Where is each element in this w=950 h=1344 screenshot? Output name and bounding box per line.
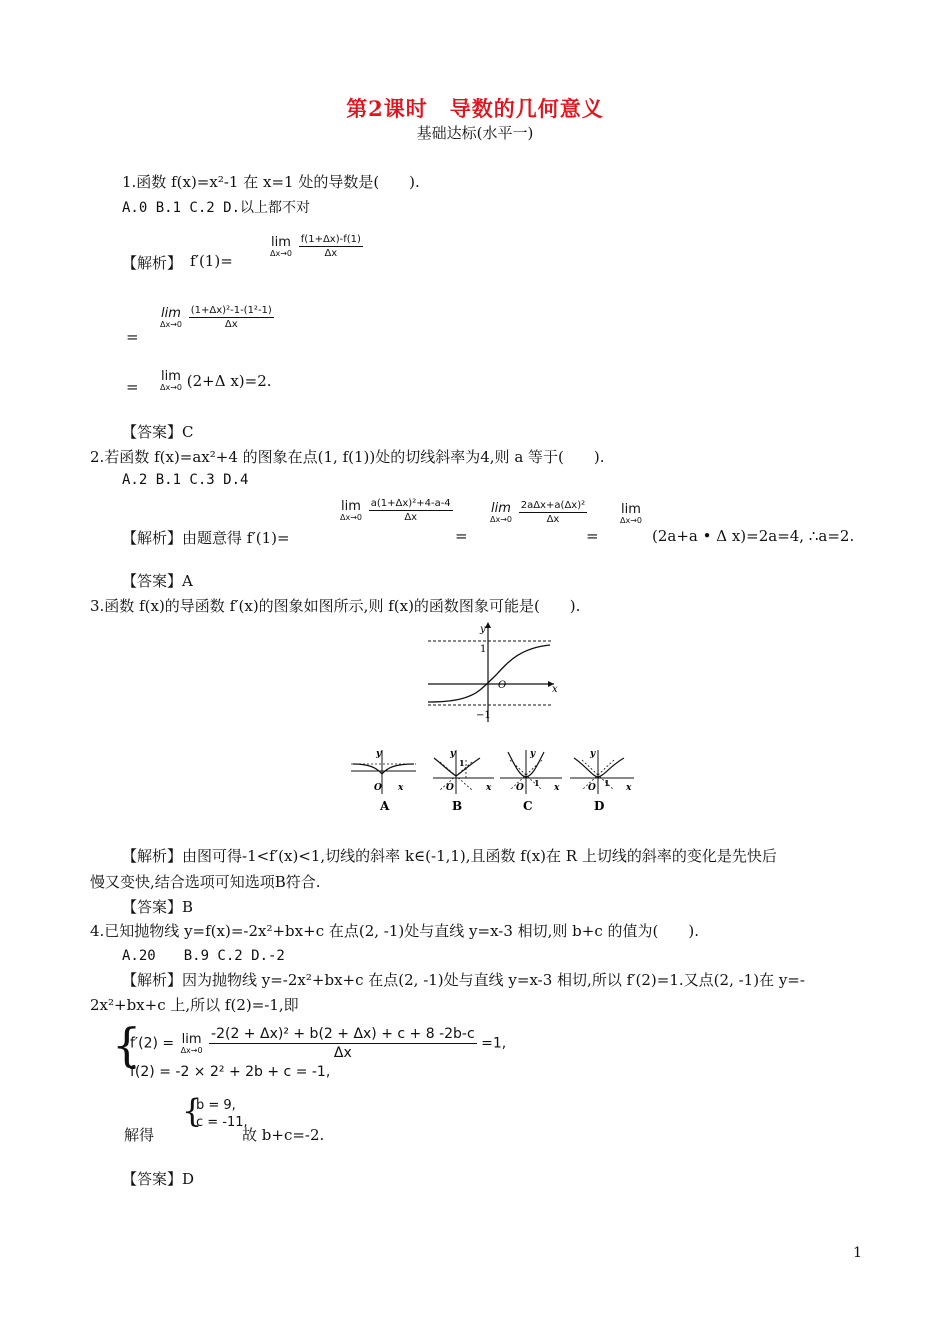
- option-b-one: 1: [459, 758, 465, 768]
- sys-rhs: =1,: [481, 1035, 507, 1052]
- q1-lim-sub-3: Δx→0: [160, 383, 182, 392]
- q2-eq-2: =: [586, 527, 599, 545]
- page-subtitle: 基础达标(水平一): [416, 124, 534, 142]
- sys-frac-den: Δx: [333, 1045, 352, 1061]
- q1-lim-sub-2: Δx→0: [160, 319, 182, 329]
- option-d-figure: [570, 749, 634, 813]
- option-a-label: A: [380, 799, 390, 813]
- option-a-x: x: [398, 783, 404, 793]
- sys-lim-sub: Δx→0: [180, 1045, 203, 1055]
- q3-analysis-line1: 【解析】由图可得-1<f′(x)<1,切线的斜率 k∈(-1,1),且函数 f(x)在 R 上切线的斜率的变化是先快后: [122, 847, 777, 865]
- page-title: 第2课时 导数的几何意义: [346, 96, 604, 121]
- q2-options: A.2 B.1 C.3 D.4: [122, 472, 249, 488]
- q2-lim-word-1: lim: [341, 498, 361, 514]
- graph-y-label: y: [480, 624, 486, 635]
- q1-lim-sub: Δx→0: [270, 248, 292, 258]
- graph-curve: [428, 645, 550, 702]
- q2-frac1-num: a(1+Δx)²+4-a-4: [370, 498, 451, 509]
- q1-fraction-1: [299, 234, 363, 259]
- system-line1: [130, 1026, 506, 1061]
- option-d-x: x: [626, 783, 632, 793]
- q3-answer: 【答案】B: [122, 898, 194, 916]
- graph-y-arrow: [485, 622, 491, 628]
- q1-lim-block-3: [160, 370, 272, 392]
- q2-lim-block-3: [620, 503, 642, 525]
- q4-answer: 【答案】D: [122, 1170, 195, 1188]
- q2-lim-block-2: [490, 500, 587, 525]
- q2-fraction-1: [369, 498, 453, 523]
- sys-lim: lim: [181, 1031, 202, 1047]
- option-b-x: x: [486, 783, 492, 793]
- option-c-figure: [500, 749, 562, 813]
- q2-frac2-num: 2aΔx+a(Δx)²: [520, 500, 586, 511]
- q1-lim-italic: lim: [161, 305, 181, 321]
- q2-lim-sub-3: Δx→0: [620, 516, 642, 525]
- q3-option-figures: [348, 746, 638, 816]
- q1-lim-word: lim: [271, 234, 291, 250]
- q1-eq-2: =: [126, 328, 139, 346]
- option-c-x: x: [554, 783, 560, 793]
- q2-eq-1: =: [455, 527, 468, 545]
- q3-analysis-line2: 慢又变快,结合选项可知选项B符合.: [90, 873, 321, 891]
- q1-stem: 1.函数 f(x)=x²-1 在 x=1 处的导数是( ).: [122, 173, 420, 191]
- q2-frac2-den: Δx: [546, 514, 560, 525]
- sys-fraction: [209, 1026, 477, 1061]
- q1-lim-word-3: lim: [161, 369, 181, 384]
- q1-lim-block-1: [270, 234, 363, 259]
- q1-frac1-num: f(1+Δx)-f(1): [300, 234, 361, 245]
- option-d-label: D: [594, 799, 605, 813]
- option-d-y: y: [590, 749, 596, 759]
- q4-options: A.20 B.9 C.2 D.-2: [122, 948, 285, 964]
- derivative-graph: [420, 618, 560, 726]
- q1-answer: 【答案】C: [122, 423, 194, 441]
- sys-lhs: f′(2) =: [130, 1035, 175, 1052]
- option-a-y: y: [376, 749, 382, 759]
- q2-lim-word-2: lim: [491, 500, 511, 516]
- option-a-origin: O: [374, 783, 382, 793]
- solution-b: b = 9,: [196, 1098, 236, 1113]
- q2-lim-word-3: lim: [621, 502, 641, 517]
- graph-origin-label: O: [498, 680, 507, 691]
- q2-answer: 【答案】A: [122, 572, 193, 590]
- q1-line3-tail: (2+Δ x)=2.: [186, 372, 272, 390]
- q2-stem: 2.若函数 f(x)=ax²+4 的图象在点(1, f(1))处的切线斜率为4,则 a 等于( ).: [90, 448, 605, 466]
- q1-analysis-lhs: f′(1)=: [190, 252, 233, 270]
- option-c-one: 1: [534, 778, 540, 788]
- q2-lim-sub-2: Δx→0: [490, 514, 512, 524]
- solve-label: 解得: [124, 1126, 155, 1144]
- option-b-label: B: [452, 799, 463, 813]
- q2-frac1-den: Δx: [404, 512, 418, 523]
- q1-lim-block-2: [160, 305, 274, 330]
- q1-frac2-num: (1+Δx)²-1-(1²-1): [190, 305, 272, 316]
- option-a-figure: [351, 749, 416, 813]
- q1-eq-3: =: [126, 378, 139, 396]
- q1-options: A.0 B.1 C.2 D.以上都不对: [122, 200, 311, 216]
- option-c-label: C: [523, 799, 533, 813]
- system-line2: f(2) = -2 × 2² + 2b + c = -1,: [130, 1064, 331, 1080]
- q3-stem: 3.函数 f(x)的导函数 f′(x)的图象如图所示,则 f(x)的函数图象可能是( ).: [90, 597, 581, 615]
- q4-stem: 4.已知抛物线 y=f(x)=-2x²+bx+c 在点(2, -1)处与直线 y=x-3 相切,则 b+c 的值为( ).: [90, 922, 699, 940]
- solution-brace: {: [182, 1092, 203, 1130]
- page-number: 1: [853, 1245, 862, 1261]
- sys-frac-num: -2(2 + Δx)² + b(2 + Δx) + c + 8 -2b-c: [211, 1026, 475, 1042]
- q1-fraction-2: [189, 305, 274, 330]
- q4-analysis-line2: 2x²+bx+c 上,所以 f(2)=-1,即: [90, 996, 299, 1014]
- q2-analysis: 【解析】由题意得 f′(1)=: [122, 529, 290, 547]
- graph-lower-label: −1: [476, 710, 491, 721]
- option-b-origin: O: [446, 783, 454, 793]
- graph-x-label: x: [552, 684, 558, 695]
- solution-c: c = -11,: [196, 1115, 248, 1130]
- option-b-y: y: [450, 749, 456, 759]
- option-c-y: y: [530, 749, 536, 759]
- q2-lim-block-1: [340, 498, 453, 523]
- q1-frac1-den: Δx: [324, 248, 338, 259]
- solution-tail: 故 b+c=-2.: [242, 1126, 325, 1144]
- q2-tail: (2a+a • Δ x)=2a=4, ∴a=2.: [652, 527, 855, 545]
- q2-fraction-2: [519, 500, 587, 525]
- q1-frac2-den: Δx: [224, 319, 238, 330]
- q2-lim-sub-1: Δx→0: [340, 512, 362, 522]
- system-brace: {: [112, 1018, 142, 1072]
- graph-upper-label: 1: [480, 644, 487, 655]
- option-d-origin: O: [588, 783, 596, 793]
- q4-analysis-line1: 【解析】因为抛物线 y=-2x²+bx+c 在点(2, -1)处与直线 y=x-3 相切,所以 f′(2)=1.又点(2, -1)在 y=-: [122, 971, 805, 989]
- option-c-origin: O: [516, 783, 524, 793]
- option-b-figure: [433, 749, 494, 813]
- option-d-one: 1: [604, 778, 610, 788]
- q1-analysis-tag: 【解析】: [122, 254, 183, 272]
